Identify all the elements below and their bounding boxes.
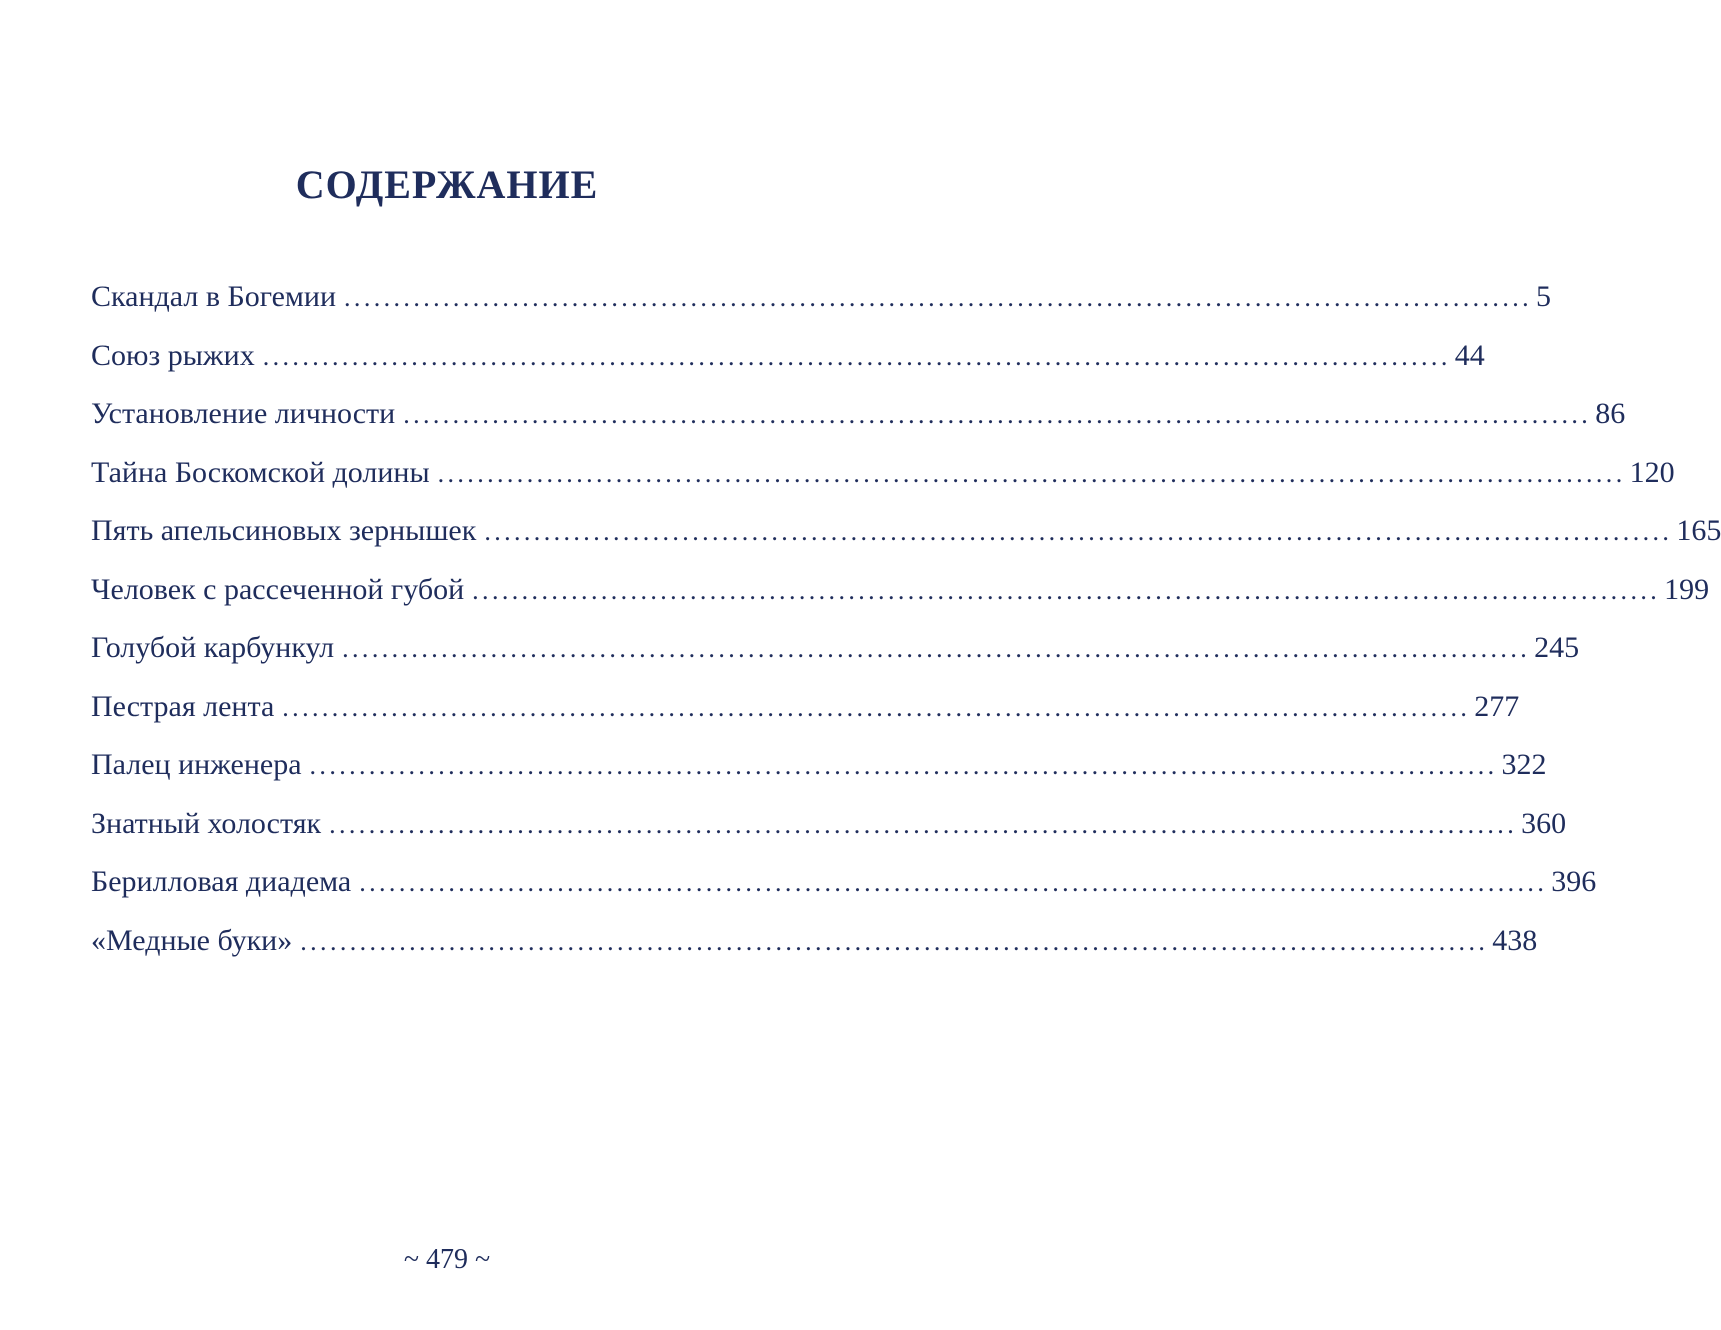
dot-leader: ........................................................................................................................ xyxy=(282,692,1471,722)
dot-leader: ........................................................................................................................ xyxy=(403,400,1592,429)
toc-entry-page: 86 xyxy=(1595,397,1626,430)
dot-leader: ........................................................................................................................ xyxy=(262,341,1451,371)
toc-entry[interactable] xyxy=(91,742,1547,801)
dot-leader: ........................................................................................................................ xyxy=(359,868,1548,897)
toc-entry-page: 277 xyxy=(1474,689,1520,723)
toc-entry[interactable] xyxy=(91,567,1710,626)
toc-entry[interactable] xyxy=(91,508,1721,567)
toc-entry-title: Пять апельсиновых зернышек xyxy=(91,514,477,547)
dot-leader: ........................................................................................................................ xyxy=(344,283,1533,312)
toc-entry-page: 199 xyxy=(1664,572,1710,606)
toc-entry[interactable] xyxy=(91,333,1485,392)
toc-entry-title: Скандал в Богемии xyxy=(91,280,337,313)
toc-entry-page: 165 xyxy=(1676,514,1721,547)
toc-entry-title: Знатный холостяк xyxy=(91,806,322,840)
dot-leader: ........................................................................................................................ xyxy=(484,517,1673,546)
toc-entry-page: 322 xyxy=(1501,748,1547,781)
toc-entry-page: 5 xyxy=(1536,280,1552,313)
dot-leader: ........................................................................................................................ xyxy=(472,575,1661,605)
toc-entry-title: Палец инженера xyxy=(91,748,302,781)
toc-entry-page: 360 xyxy=(1521,806,1567,840)
toc-entry-page: 396 xyxy=(1551,865,1597,898)
toc-entry-page: 438 xyxy=(1492,923,1538,957)
toc-entry[interactable] xyxy=(91,918,1538,977)
dot-leader: ........................................................................................................................ xyxy=(342,634,1531,663)
toc-entry-title: «Медные буки» xyxy=(91,923,293,957)
page-number: ~ 479 ~ xyxy=(403,1244,491,1275)
toc-entry[interactable] xyxy=(91,684,1520,743)
toc-entry[interactable] xyxy=(91,391,1626,450)
page-title: СОДЕРЖАНИЕ xyxy=(295,161,599,207)
toc-entry-title: Союз рыжих xyxy=(91,338,255,372)
toc-entry-title: Тайна Боскомской долины xyxy=(91,455,430,489)
toc-entry-page: 245 xyxy=(1534,631,1580,664)
dot-leader: ........................................................................................................................ xyxy=(329,809,1518,839)
toc-entry-title: Голубой карбункул xyxy=(91,631,335,664)
dot-leader: ........................................................................................................................ xyxy=(437,458,1626,488)
toc-entry[interactable] xyxy=(91,450,1675,509)
toc-entry-title: Пестрая лента xyxy=(91,689,275,723)
toc-entry-page: 44 xyxy=(1454,338,1485,372)
toc-entry-page: 120 xyxy=(1629,455,1675,489)
dot-leader: ........................................................................................................................ xyxy=(300,926,1489,956)
toc-entry-title: Берилловая диадема xyxy=(91,865,352,898)
toc-entry-title: Человек с рассеченной губой xyxy=(91,572,465,606)
toc-entry-title: Установление личности xyxy=(91,397,396,430)
table-of-contents xyxy=(91,274,1721,976)
toc-entry[interactable] xyxy=(91,801,1567,860)
toc-entry[interactable] xyxy=(91,625,1580,684)
dot-leader: ........................................................................................................................ xyxy=(309,751,1498,780)
toc-entry[interactable] xyxy=(91,859,1597,918)
toc-entry[interactable] xyxy=(91,274,1552,333)
